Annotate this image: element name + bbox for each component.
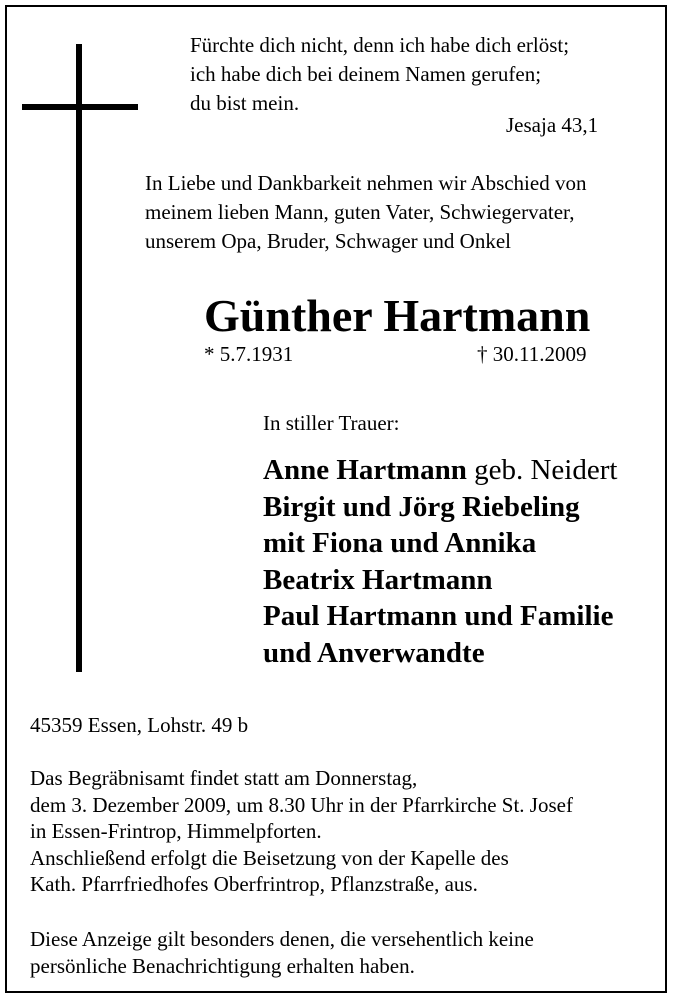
funeral-details	[30, 765, 573, 898]
death-date: † 30.11.2009	[477, 342, 587, 366]
mourner-line: Paul Hartmann und Familie	[263, 600, 614, 632]
mourner-maiden-name: geb. Neidert	[466, 454, 618, 486]
mourner-line: Birgit und Jörg Riebeling	[263, 490, 580, 523]
family-address: 45359 Essen, Lohstr. 49 b	[30, 713, 249, 737]
mourner-line	[263, 452, 617, 489]
notice-line: persönliche Benachrichtigung erhalten haben.	[30, 954, 415, 978]
bible-verse	[190, 31, 569, 118]
mourner-line: Beatrix Hartmann	[263, 563, 493, 596]
deceased-name: Günther Hartmann	[204, 290, 591, 341]
notification-notice	[30, 926, 534, 980]
funeral-line: Anschließend erfolgt die Beisetzung von der Kapelle des	[30, 845, 509, 870]
mourning-heading: In stiller Trauer:	[263, 411, 400, 435]
funeral-line: Das Begräbnisamt findet statt am Donnerstag,	[30, 766, 418, 790]
verse-line: ich habe dich bei deinem Namen gerufen;	[190, 62, 542, 86]
funeral-line: dem 3. Dezember 2009, um 8.30 Uhr in der Pfarrkirche St. Josef	[30, 792, 573, 817]
verse-reference: Jesaja 43,1	[506, 113, 599, 137]
intro-line: In Liebe und Dankbarkeit nehmen wir Abschied von	[145, 171, 587, 195]
birth-date: * 5.7.1931	[204, 342, 294, 366]
mourner-line: und Anverwandte	[263, 636, 485, 669]
intro-line: unserem Opa, Bruder, Schwager und Onkel	[145, 229, 511, 253]
cross-icon-vertical-beam	[76, 44, 82, 672]
verse-line: Fürchte dich nicht, denn ich habe dich erlöst;	[190, 33, 570, 57]
notice-line: Diese Anzeige gilt besonders denen, die versehentlich keine	[30, 927, 534, 951]
verse-line: du bist mein.	[190, 91, 300, 115]
funeral-line: in Essen-Frintrop, Himmelpforten.	[30, 819, 322, 843]
mourner-name: Anne Hartmann	[263, 454, 467, 486]
mourner-line: mit Fiona und Annika	[263, 527, 537, 559]
intro-line: meinem lieben Mann, guten Vater, Schwiegervater,	[145, 200, 575, 224]
mourners-list	[263, 452, 617, 671]
funeral-line: Kath. Pfarrfriedhofes Oberfrintrop, Pflanzstraße, aus.	[30, 872, 478, 896]
cross-icon-horizontal-beam	[22, 104, 138, 110]
farewell-intro	[145, 169, 586, 256]
